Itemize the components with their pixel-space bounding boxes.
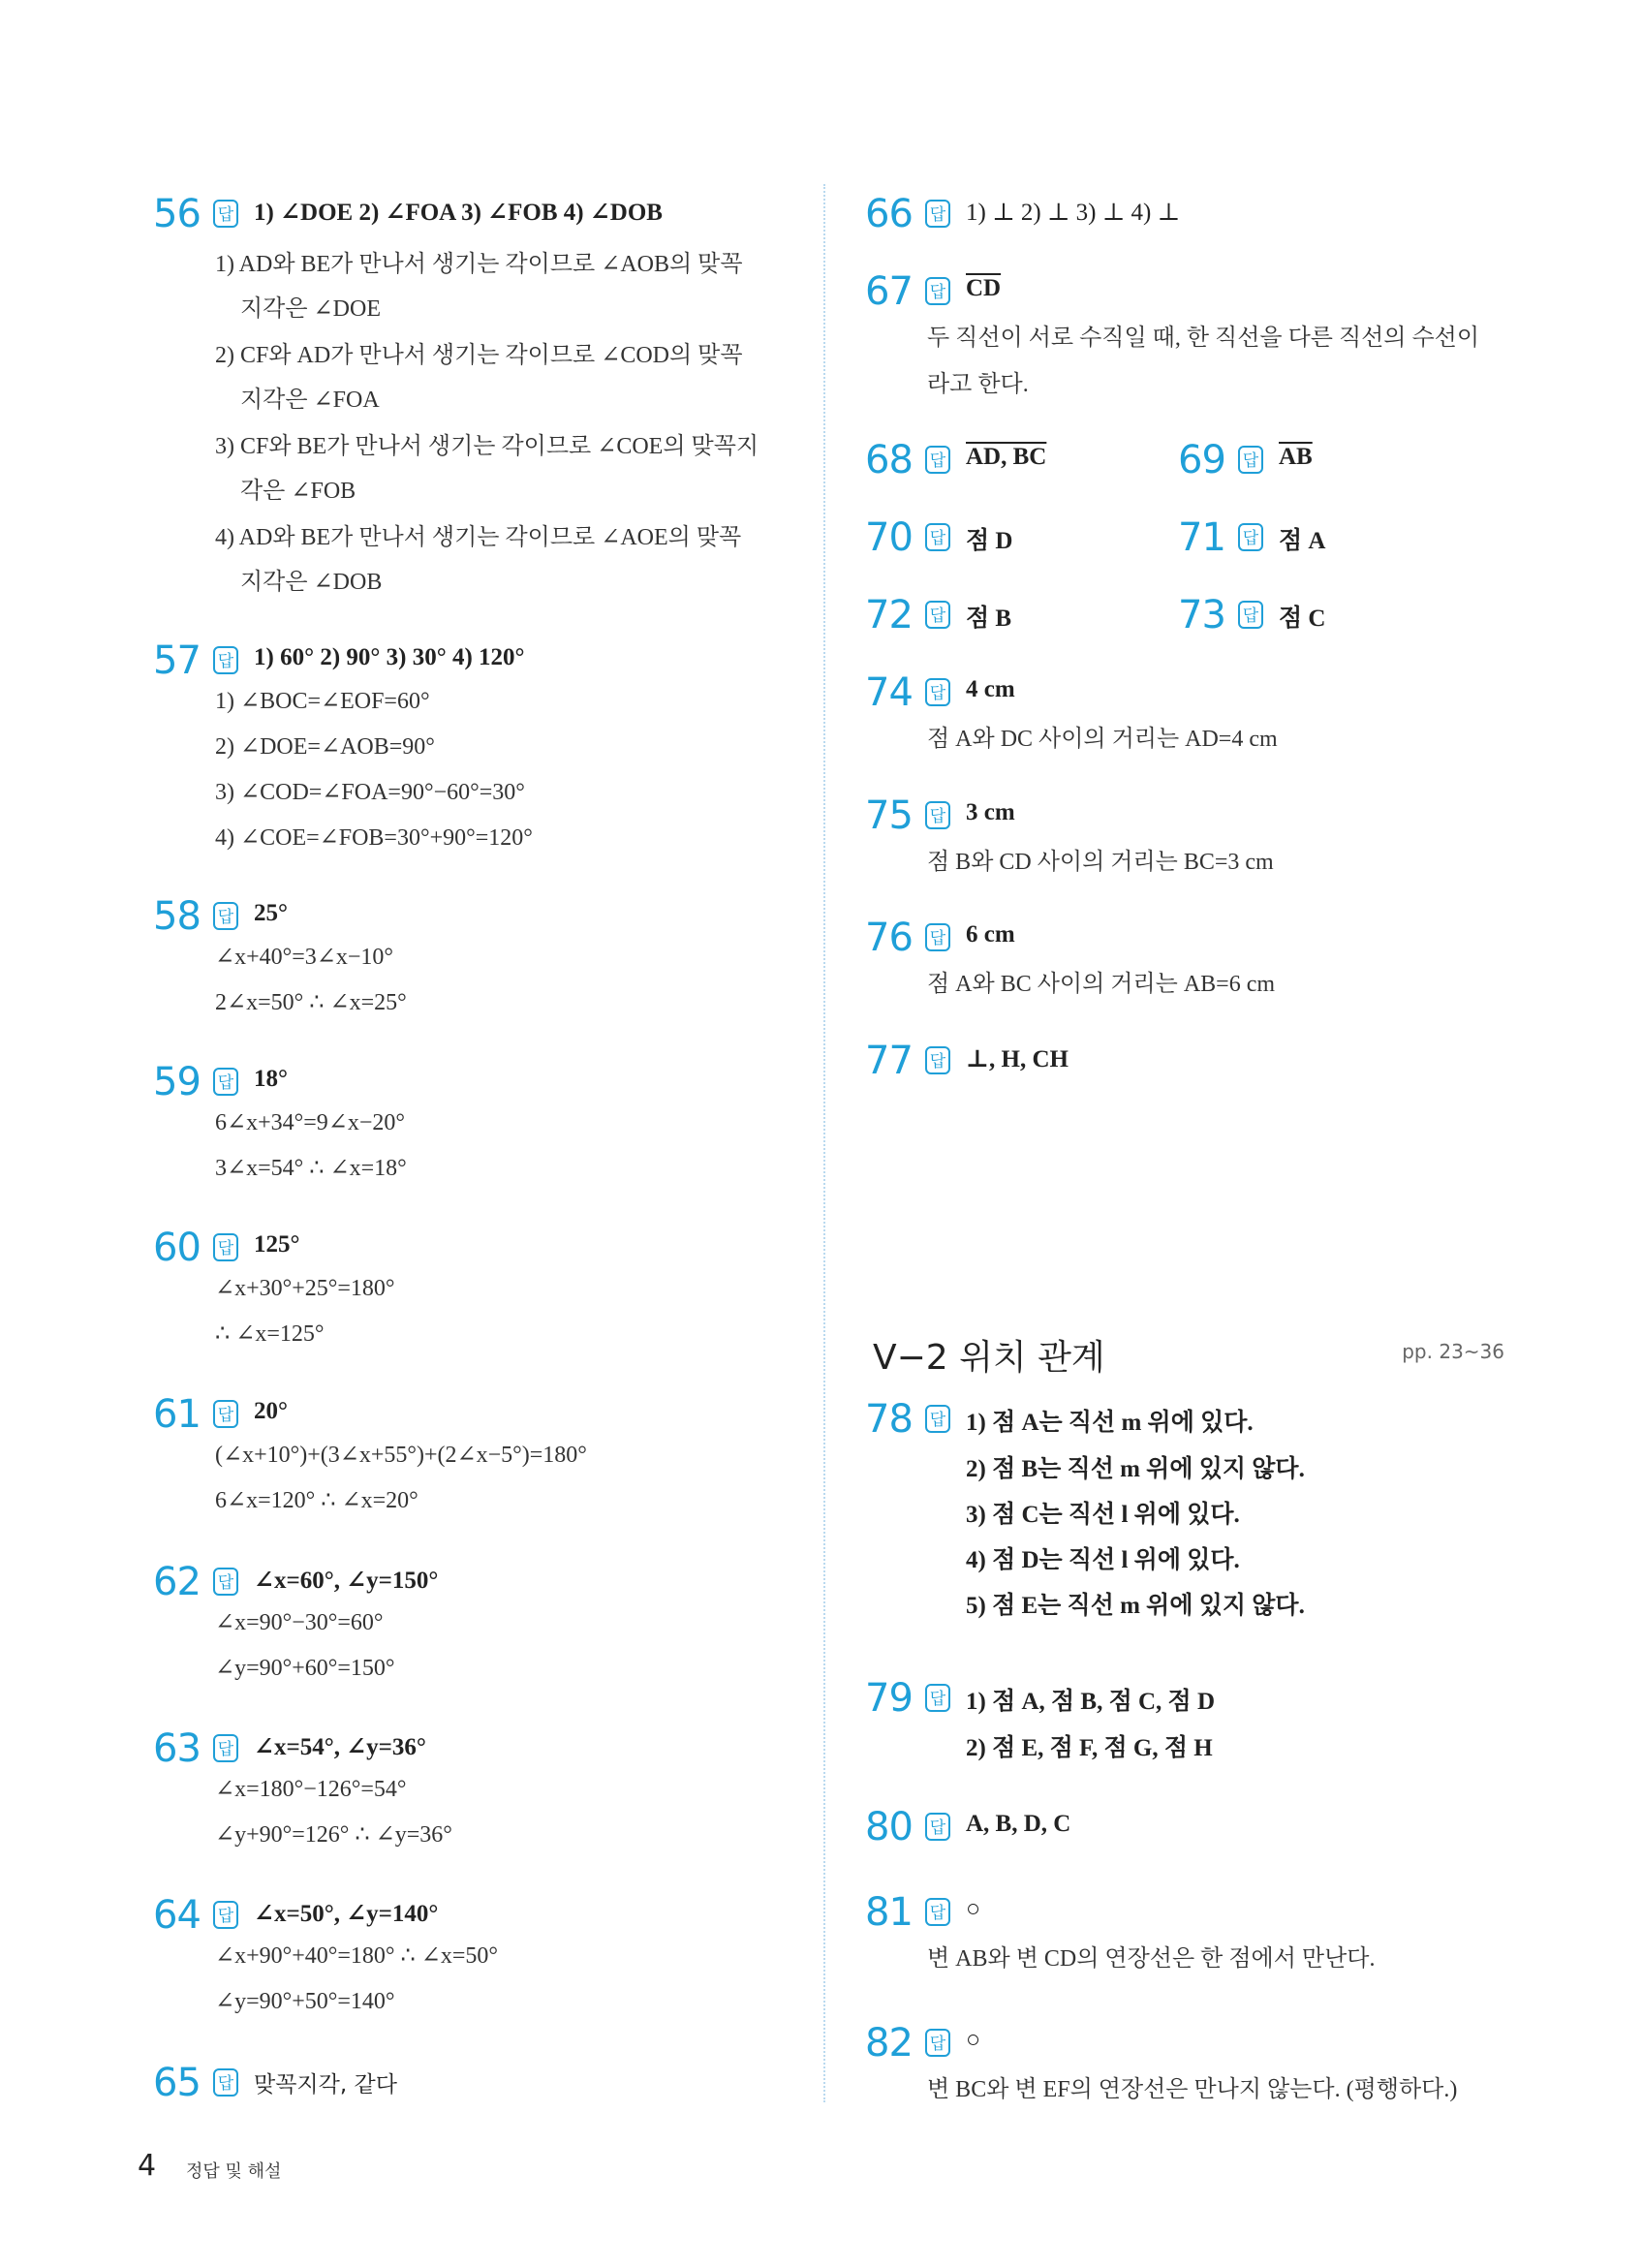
solution-line: (∠x+10°)+(3∠x+55°)+(2∠x−5°)=180° bbox=[215, 1443, 587, 1468]
answer-text: 1) ∠DOE 2) ∠FOA 3) ∠FOB 4) ∠DOB bbox=[254, 200, 663, 226]
answer-text: 3) 점 C는 직선 l 위에 있다. bbox=[966, 1502, 1240, 1528]
solution-line: 지각은 ∠FOA bbox=[240, 388, 380, 413]
problem-number: 70 bbox=[865, 515, 913, 560]
answer-text: $\overline{AB}$ bbox=[1279, 444, 1313, 470]
answer-badge: 답 bbox=[925, 1046, 950, 1074]
solution-line: ∠y=90°+50°=140° bbox=[215, 1989, 395, 2014]
answer-badge: 답 bbox=[213, 1400, 238, 1428]
answer-text: ∠x=60°, ∠y=150° bbox=[254, 1568, 439, 1594]
solution-line: 점 B와 CD 사이의 거리는 BC=3 cm bbox=[927, 850, 1274, 875]
answer-text: ○ bbox=[966, 2027, 981, 2053]
problem-number: 62 bbox=[153, 1560, 201, 1604]
solution-line: 라고 한다. bbox=[927, 372, 1029, 397]
solution-line: 지각은 ∠DOB bbox=[240, 570, 383, 595]
solution-line: 6∠x+34°=9∠x−20° bbox=[215, 1110, 406, 1135]
answer-badge: 답 bbox=[925, 1813, 950, 1841]
problem-number: 61 bbox=[153, 1392, 201, 1437]
answer-text: 점 C bbox=[1279, 606, 1326, 632]
answer-badge: 답 bbox=[925, 801, 950, 829]
answer-text: 맞꼭지각, 같다 bbox=[254, 2072, 397, 2097]
answer-text: 4) 점 D는 직선 l 위에 있다. bbox=[966, 1547, 1240, 1573]
solution-line: ∠x+30°+25°=180° bbox=[215, 1276, 395, 1301]
solution-line: ∠x=180°−126°=54° bbox=[215, 1777, 407, 1802]
problem-number: 60 bbox=[153, 1226, 201, 1270]
solution-line: 2) CF와 AD가 만나서 생기는 각이므로 ∠COD의 맞꼭 bbox=[215, 343, 743, 368]
solution-line: 4) AD와 BE가 만나서 생기는 각이므로 ∠AOE의 맞꼭 bbox=[215, 525, 742, 550]
answer-text: 6 cm bbox=[966, 921, 1015, 948]
problem-number: 81 bbox=[865, 1890, 913, 1935]
answer-badge: 답 bbox=[1238, 446, 1263, 474]
answer-text: ∠x=50°, ∠y=140° bbox=[254, 1901, 439, 1927]
solution-line: 6∠x=120° ∴ ∠x=20° bbox=[215, 1488, 418, 1513]
footer-label: 정답 및 해설 bbox=[186, 2161, 282, 2182]
problem-number: 63 bbox=[153, 1726, 201, 1771]
solution-line: 점 A와 DC 사이의 거리는 AD=4 cm bbox=[927, 727, 1278, 752]
solution-line: 3) CF와 BE가 만나서 생기는 각이므로 ∠COE의 맞꼭지 bbox=[215, 434, 759, 459]
column-divider bbox=[823, 184, 825, 2102]
answer-text: 1) 60° 2) 90° 3) 30° 4) 120° bbox=[254, 644, 525, 670]
answer-text: 18° bbox=[254, 1066, 288, 1092]
problem-number: 78 bbox=[865, 1397, 913, 1442]
solution-line: 두 직선이 서로 수직일 때, 한 직선을 다른 직선의 수선이 bbox=[927, 326, 1480, 351]
answer-badge: 답 bbox=[213, 1734, 238, 1762]
problem-number: 74 bbox=[865, 670, 913, 715]
solution-line: 3) ∠COD=∠FOA=90°−60°=30° bbox=[215, 780, 525, 805]
answer-badge: 답 bbox=[213, 1568, 238, 1596]
answer-text: 점 D bbox=[966, 528, 1013, 554]
problem-number: 82 bbox=[865, 2021, 913, 2066]
answer-text: ∠x=54°, ∠y=36° bbox=[254, 1734, 426, 1760]
problem-number: 56 bbox=[153, 192, 201, 236]
answer-badge: 답 bbox=[925, 601, 950, 629]
problem-number: 79 bbox=[865, 1676, 913, 1721]
answer-text: 점 A bbox=[1279, 528, 1326, 554]
answer-text: ⊥, H, CH bbox=[966, 1046, 1069, 1072]
answer-text: ○ bbox=[966, 1896, 981, 1922]
page-range: pp. 23~36 bbox=[1402, 1340, 1504, 1363]
problem-number: 58 bbox=[153, 894, 201, 939]
answer-badge: 답 bbox=[213, 646, 238, 674]
answer-badge: 답 bbox=[1238, 601, 1263, 629]
answer-badge: 답 bbox=[925, 678, 950, 706]
problem-number: 66 bbox=[865, 192, 913, 236]
answer-text: 20° bbox=[254, 1398, 288, 1424]
solution-line: ∠y+90°=126° ∴ ∠y=36° bbox=[215, 1822, 452, 1848]
solution-line: 점 A와 BC 사이의 거리는 AB=6 cm bbox=[927, 972, 1276, 997]
answer-badge: 답 bbox=[925, 446, 950, 474]
solution-line: ∠x+90°+40°=180° ∴ ∠x=50° bbox=[215, 1943, 499, 1969]
solution-line: 2) ∠DOE=∠AOB=90° bbox=[215, 734, 435, 760]
problem-number: 80 bbox=[865, 1805, 913, 1849]
answer-badge: 답 bbox=[925, 277, 950, 305]
problem-number: 64 bbox=[153, 1893, 201, 1938]
answer-badge: 답 bbox=[925, 1684, 950, 1712]
answer-text: 1) ⊥ 2) ⊥ 3) ⊥ 4) ⊥ bbox=[966, 200, 1181, 226]
problem-number: 59 bbox=[153, 1060, 201, 1104]
answer-text: A, B, D, C bbox=[966, 1811, 1071, 1837]
answer-text: 25° bbox=[254, 900, 288, 926]
solution-line: 3∠x=54° ∴ ∠x=18° bbox=[215, 1156, 407, 1181]
answer-badge: 답 bbox=[213, 902, 238, 930]
solution-line: ∴ ∠x=125° bbox=[215, 1321, 325, 1347]
answer-badge: 답 bbox=[925, 2029, 950, 2057]
problem-number: 71 bbox=[1178, 515, 1225, 560]
answer-badge: 답 bbox=[213, 1901, 238, 1929]
page-number: 4 bbox=[138, 2149, 157, 2183]
answer-text: 5) 점 E는 직선 m 위에 있지 않다. bbox=[966, 1593, 1305, 1619]
answer-badge: 답 bbox=[1238, 523, 1263, 551]
answer-text: 2) 점 B는 직선 m 위에 있지 않다. bbox=[966, 1456, 1305, 1482]
answer-badge: 답 bbox=[213, 2068, 238, 2097]
solution-line: 각은 ∠FOB bbox=[240, 479, 356, 504]
problem-number: 69 bbox=[1178, 438, 1225, 482]
problem-number: 77 bbox=[865, 1039, 913, 1083]
answer-badge: 답 bbox=[925, 523, 950, 551]
answer-text: 4 cm bbox=[966, 676, 1015, 702]
answer-text: 점 B bbox=[966, 606, 1012, 632]
answer-text: AD, BC bbox=[966, 444, 1047, 470]
solution-line: 지각은 ∠DOE bbox=[240, 296, 381, 322]
solution-line: 1) ∠BOC=∠EOF=60° bbox=[215, 689, 430, 714]
solution-line: 변 BC와 변 EF의 연장선은 만나지 않는다. (평행하다.) bbox=[927, 2077, 1458, 2102]
answer-text: 3 cm bbox=[966, 799, 1015, 825]
solution-line: ∠x+40°=3∠x−10° bbox=[215, 945, 394, 970]
problem-number: 68 bbox=[865, 438, 913, 482]
answer-text: $\overline{CD}$ bbox=[966, 275, 1002, 301]
solution-line: ∠y=90°+60°=150° bbox=[215, 1656, 395, 1681]
problem-number: 75 bbox=[865, 793, 913, 838]
problem-number: 72 bbox=[865, 593, 913, 637]
answer-badge: 답 bbox=[213, 1068, 238, 1096]
problem-number: 67 bbox=[865, 269, 913, 314]
solution-line: 변 AB와 변 CD의 연장선은 한 점에서 만난다. bbox=[927, 1946, 1376, 1972]
problem-number: 73 bbox=[1178, 593, 1225, 637]
section-title: Ⅴ−2 위치 관계 bbox=[873, 1338, 1105, 1378]
answer-badge: 답 bbox=[925, 1405, 950, 1433]
answer-text: 1) 점 A, 점 B, 점 C, 점 D bbox=[966, 1689, 1216, 1715]
problem-number: 65 bbox=[153, 2061, 201, 2105]
answer-text: 2) 점 E, 점 F, 점 G, 점 H bbox=[966, 1735, 1213, 1761]
problem-number: 57 bbox=[153, 638, 201, 683]
answer-text: 1) 점 A는 직선 m 위에 있다. bbox=[966, 1410, 1254, 1436]
solution-line: 2∠x=50° ∴ ∠x=25° bbox=[215, 990, 407, 1015]
answer-badge: 답 bbox=[925, 923, 950, 951]
answer-badge: 답 bbox=[925, 1898, 950, 1926]
solution-line: 1) AD와 BE가 만나서 생기는 각이므로 ∠AOB의 맞꼭 bbox=[215, 252, 743, 277]
solution-line: ∠x=90°−30°=60° bbox=[215, 1610, 384, 1635]
answer-badge: 답 bbox=[213, 200, 238, 228]
answer-badge: 답 bbox=[925, 200, 950, 228]
answer-text: 125° bbox=[254, 1231, 300, 1258]
solution-line: 4) ∠COE=∠FOB=30°+90°=120° bbox=[215, 825, 533, 851]
answer-badge: 답 bbox=[213, 1233, 238, 1261]
problem-number: 76 bbox=[865, 916, 913, 960]
